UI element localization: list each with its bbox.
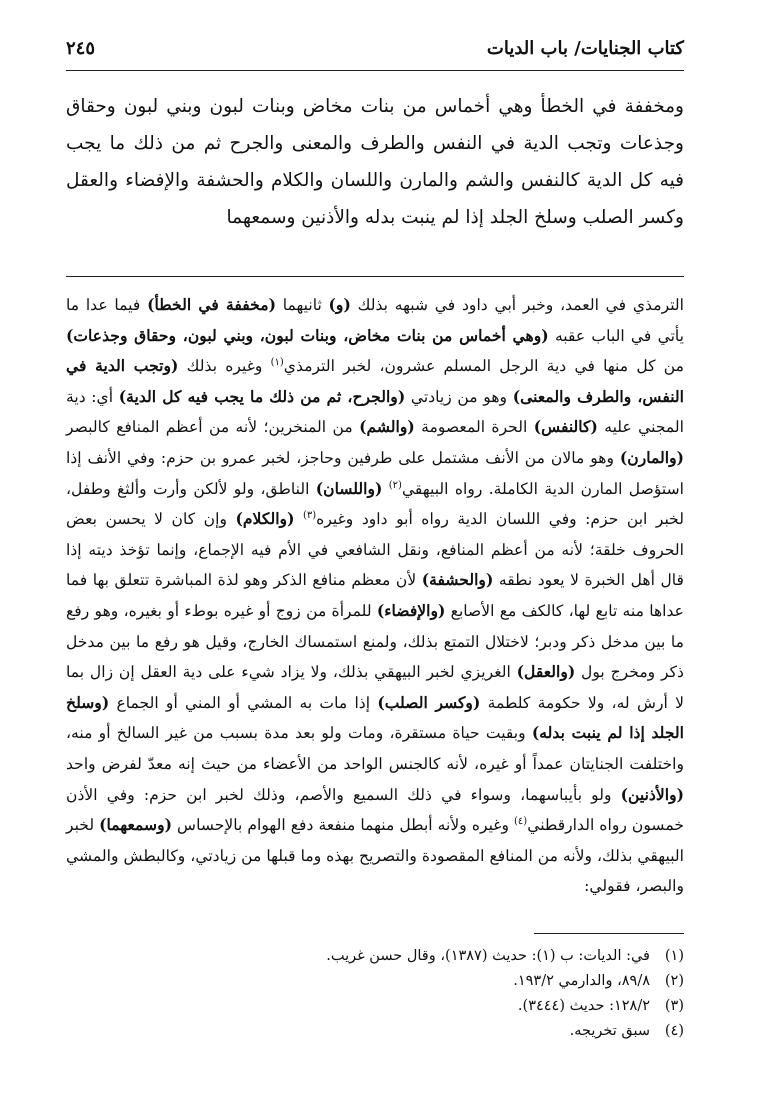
bolded-matn-quote: (والعقل) (516, 662, 576, 682)
footnote-text: سبق تخريجه. (569, 1023, 650, 1039)
header-divider (66, 70, 684, 71)
footnote-number: (١) (664, 948, 684, 964)
bolded-matn-quote: (والحشفة) (421, 570, 494, 590)
commentary-segment: وهو من زيادتي (405, 387, 513, 406)
commentary-segment (294, 510, 303, 528)
footnote-item (66, 1019, 684, 1044)
commentary-segment: إذا مات به المشي أو المني أو الجماع (109, 693, 378, 712)
bolded-matn-quote: (وسلخ الجلد إذا لم ينبت بدله) (66, 692, 684, 743)
commentary-text (66, 290, 684, 902)
page-header (66, 36, 684, 66)
commentary-segment: الحرة المعصومة (414, 418, 534, 437)
bolded-matn-quote: (وتجب الدية في النفس، والطرف والمعنى) (66, 356, 684, 406)
bolded-matn-quote: (و) (328, 295, 351, 314)
main-text-divider (66, 276, 684, 277)
footnote-item (66, 994, 684, 1019)
commentary-segment: الغريزي لخبر البيهقي بذلك، ولا يزاد شيء على دية العقل إن زال بما لا أرش له، ولا حكومة كلطمة (66, 663, 684, 712)
page-number: ٢٤٥ (66, 38, 96, 59)
commentary-segment: وغيره بذلك (178, 357, 271, 376)
commentary-segment: لأن معظم منافع الذكر وهو لذة المباشرة تتعلق بها فما عداها منه تابع لها، كالكف مع الأصابع (66, 571, 684, 620)
footnote-ref: (٣) (302, 509, 317, 521)
commentary-segment: من كل منها في دية الرجل المسلم عشرون، لخبر الترمذي (283, 357, 684, 376)
book-page (66, 36, 685, 1039)
bolded-matn-quote: (والأذنين) (620, 784, 684, 804)
bolded-matn-quote: (كالنفس) (533, 417, 598, 437)
footnote-ref: (٢) (388, 479, 402, 491)
bolded-matn-quote: (والشم) (359, 417, 415, 437)
footnote-ref: (٤) (514, 815, 528, 827)
footnote-ref: (١) (270, 357, 284, 368)
bolded-matn-quote: (والإفضاء) (376, 600, 446, 620)
commentary-segment: فيما عدا ما يأتي في الباب عقبه (66, 296, 685, 345)
bolded-matn-quote: (والكلام) (235, 509, 295, 529)
bolded-matn-quote: (وهي أخماس من بنات مخاض، وبنات لبون، وبني لبون، وحقاق وجذعات) (66, 325, 549, 345)
commentary-segment: أي: دية المجني عليه (66, 387, 684, 437)
commentary-segment: للمرأة من زوج أو غيره بوطء أو بغيره، وهو رفع ما بين مدخل ذكر ودبر؛ لاختلال التمتع بذلك، ولمنع استمساك الخارج، وقيل هو رفع ما بين مدخل ذكر ومخرج بول (66, 601, 684, 682)
footnote-item (66, 944, 684, 969)
commentary-segment: من المنخرين؛ لأنه من أعظم المنافع كالبصر (66, 418, 360, 437)
bolded-matn-quote: (واللسان) (315, 478, 383, 498)
commentary-segment: الناطق، ولو لألكن وأرت وألثغ وطفل، لخبر ابن حزم: وفي اللسان الدية رواه أبو داود وغيره (66, 479, 685, 529)
commentary-segment: ولو بأيباسهما، وسواء في ذلك السميع والأصم، وذلك لخبر ابن حزم: وفي الأذن خمسون رواه الدارقطني (66, 785, 684, 835)
commentary-segment: لخبر البيهقي بذلك، ولأنه من المنافع المقصودة والتصريح بهذه وما قبلها من زيادتي، وكالبطش والمشي والبصر، فقولي: (66, 816, 684, 896)
footnotes (66, 944, 684, 1044)
footnote-text: في: الديات: ب (١): حديث (١٣٨٧)، وقال حسن غريب. (326, 948, 650, 964)
footnote-text: ٨٩/٨، والدارمي ١٩٣/٢. (513, 973, 650, 989)
commentary-segment: وهو مالان من الأنف مشتمل على طرفين وحاجز، لخبر عمرو بن حزم: وفي الأنف إذا استؤصل المارن الدية الكاملة. رواه البيهقي (66, 448, 684, 498)
footnote-text: ١٢٨/٢: حديث (٣٤٤٤). (517, 998, 650, 1014)
bolded-matn-quote: (والجرح، ثم من ذلك ما يجب فيه كل الدية) (118, 386, 406, 406)
commentary-segment: وبقيت حياة مستقرة، ومات ولو بعد مدة بسبب من غير السالخ أو منه، واختلفت الجنايتان عمداً أو غيره، لأنه كالجنس الواحد من الأعضاء من حيث إنه معدّ لفرض واحد (66, 724, 684, 773)
bolded-matn-quote: (وسمعهما) (99, 815, 173, 835)
footnote-divider (534, 933, 684, 934)
footnote-number: (٤) (664, 1023, 684, 1039)
footnote-number: (٣) (664, 998, 684, 1014)
commentary-segment: ثانيهما (275, 296, 329, 314)
commentary-segment: وإن كان لا يحسن بعض الحروف خلقة؛ لأنه من أعظم المنافع، ونقل الشافعي في الأم فيه الإجماع، وإنما تؤخذ ديته إذا قال أهل الخبرة لا يعود نطقه (66, 510, 684, 590)
footnote-number: (٢) (664, 973, 684, 989)
commentary-segment: وغيره ولأنه أبطل منهما منفعة دفع الهوام بالإحساس (172, 816, 515, 835)
bolded-matn-quote: (مخففة في الخطأ) (147, 295, 276, 314)
running-title: كتاب الجنايات/ باب الديات (486, 38, 684, 59)
bolded-matn-quote: (وكسر الصلب) (377, 692, 481, 712)
footnote-item (66, 969, 684, 994)
commentary-segment: الترمذي في العمد، وخبر أبي داود في شبهه بذلك (350, 296, 684, 314)
bolded-matn-quote: (والمارن) (619, 447, 684, 467)
main-text: ومخففة في الخطأ وهي أخماس من بنات مخاض وبنات لبون وبني لبون وحقاق وجذعات وتجب الدية في النفس والطرف والمعنى والجرح ثم من ذلك ما يجب فيه كل الدية كالنفس والشم والمارن واللسان والكلام والحشفة والإفضاء والعقل وكسر الصلب وسلخ الجلد إذا لم ينبت بدله والأذنين وسمعهما (66, 96, 684, 228)
